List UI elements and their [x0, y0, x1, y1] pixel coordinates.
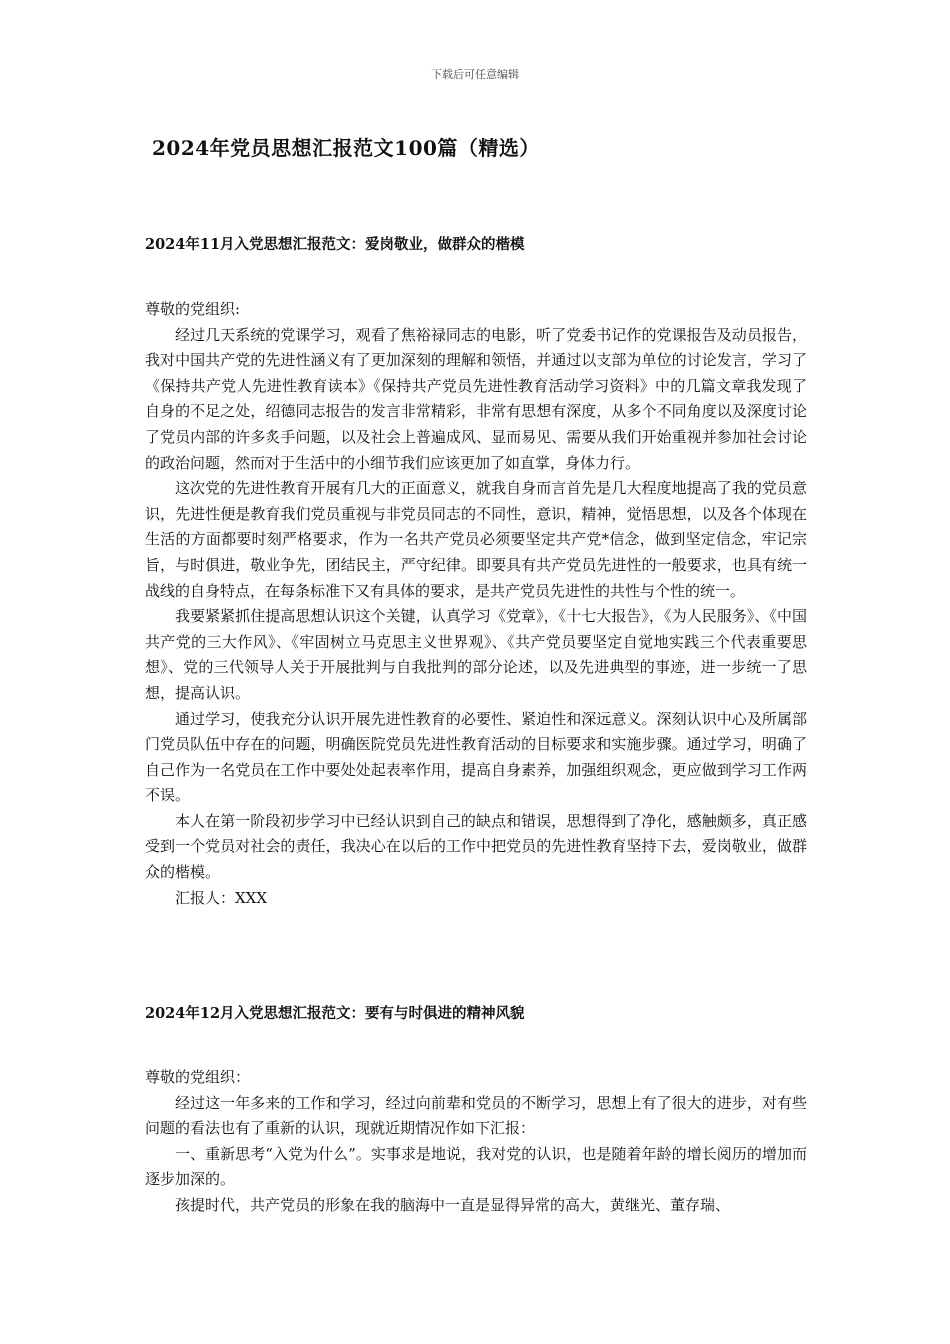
- report-section-december: [145, 1004, 807, 1219]
- section-heading: 2024年11月入党思想汇报范文：爱岗敬业，做群众的楷模: [145, 236, 525, 253]
- body-paragraph: 我要紧紧抓住提高思想认识这个关键，认真学习《党章》，《十七大报告》，《为人民服务》、《中国共产党的三大作风》、《牢固树立马克思主义世界观》、《共产党员要坚定自觉地实践三个代表重要思想》、党的三代领导人关于开展批判与自我批判的部分论述，以及先进典型的事迹，进一步统一了思想，提高认识。: [145, 607, 807, 702]
- document-title: 2024年党员思想汇报范文100篇（精选）: [152, 136, 540, 160]
- body-paragraph: 一、重新思考“入党为什么”。实事求是地说，我对党的认识，也是随着年龄的增长阅历的增加而逐步加深的。: [145, 1144, 807, 1189]
- body-paragraph: 经过几天系统的党课学习，观看了焦裕禄同志的电影，听了党委书记作的党课报告及动员报告，我对中国共产党的先进性涵义有了更加深刻的理解和领悟，并通过以支部为单位的讨论发言，学习了《保持共产党人先进性教育读本》《保持共产党员先进性教育活动学习资料》中的几篇文章我发现了自身的不足之处，绍德同志报告的发言非常精彩，非常有思想有深度，从多个不同角度以及深度讨论了党员内部的许多炙手问题，以及社会上普遍成风、显而易见、需要从我们开始重视并参加社会讨论的政治问题，然而对于生活中的小细节我们应该更加了如直掌，身体力行。: [145, 325, 807, 472]
- section-heading: 2024年12月入党思想汇报范文：要有与时俱进的精神风貌: [145, 1005, 525, 1022]
- body-paragraph: 本人在第一阶段初步学习中已经认识到自己的缺点和错误，思想得到了净化，感触颇多，真正感受到一个党员对社会的责任，我决心在以后的工作中把党员的先进性教育坚持下去，爱岗敬业，做群众的楷模。: [145, 811, 807, 882]
- salutation: 尊敬的党组织:: [145, 300, 241, 318]
- salutation: 尊敬的党组织：: [145, 1068, 251, 1086]
- header-note: 下载后可任意编辑: [431, 68, 519, 81]
- body-paragraph: 经过这一年多来的工作和学习，经过向前辈和党员的不断学习，思想上有了很大的进步，对有些问题的看法也有了重新的认识，现就近期情况作如下汇报：: [145, 1093, 807, 1138]
- report-section-november: [145, 235, 807, 911]
- body-paragraph: 这次党的先进性教育开展有几大的正面意义，就我自身而言首先是几大程度地提高了我的党员意识，先进性便是教育我们党员重视与非党员同志的不同性，意识，精神，觉悟思想，以及各个体现在生活的方面都要时刻严格要求，作为一名共产党员必须要坚定共产党*信念，做到坚定信念，牢记宗旨，与时俱进，敬业争先，团结民主，严守纪律。即要具有共产党员先进性的一般要求，也具有统一战线的自身特点，在每条标准下又有具体的要求，是共产党员先进性的共性与个性的统一。: [145, 479, 807, 600]
- body-paragraph: 孩提时代，共产党员的形象在我的脑海中一直是显得异常的高大，黄继光、董存瑞、: [175, 1195, 731, 1214]
- body-paragraph: 通过学习，使我充分认识开展先进性教育的必要性、紧迫性和深远意义。深刻认识中心及所属部门党员队伍中存在的问题，明确医院党员先进性教育活动的目标要求和实施步骤。通过学习，明确了自己作为一名党员在工作中要处处起表率作用，提高自身素养，加强组织观念，更应做到学习工作两不误。: [145, 709, 807, 805]
- signature-line: 汇报人：XXX: [175, 888, 268, 907]
